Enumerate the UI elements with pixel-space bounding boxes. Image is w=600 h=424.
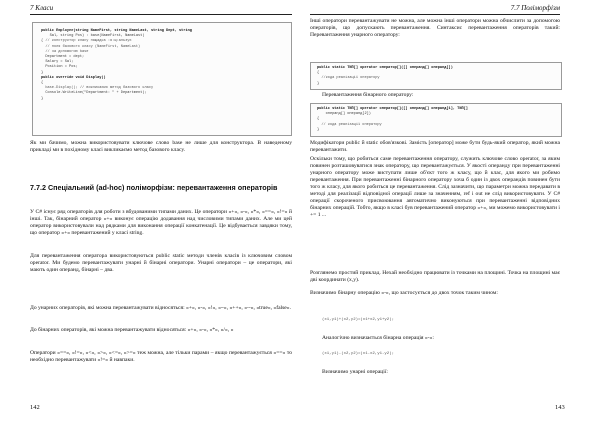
code-comment: //кода реалізації оператору bbox=[317, 76, 380, 81]
code-line: } bbox=[317, 127, 320, 132]
left-paragraph-5: Оператори «==», «!=», «<», «>», «<=», «>=» теж можна, але тільки парами – якщо перевантажується «==» то необхідно перевантажувати «!=» й навпаки. bbox=[30, 350, 292, 363]
code-lines bbox=[311, 63, 561, 90]
formula-subtraction: (x1,y1)-(x2,y2)=(x1-x2,y1-y2); bbox=[322, 352, 395, 356]
right-paragraph-2: Перевантаження бінарного оператору: bbox=[322, 92, 414, 98]
right-code-block-1 bbox=[310, 62, 562, 90]
code-line: public Employee(string NameFirst, string NameLast, string Dept, string bbox=[41, 29, 192, 33]
code-line: Salary = Sal; bbox=[41, 60, 74, 65]
code-line: { bbox=[317, 117, 320, 122]
code-line: Department = dept; bbox=[41, 55, 85, 60]
code-line: Console.WriteLine("Department: " + Department); bbox=[41, 91, 147, 96]
left-paragraph-1: У C# існує ряд операторів для роботи з вбудованими типами даних. Це оператори «+», «-», «*», «==», «!=» й інші. Так, бінарний оператор «+» виконує операцію додавання над числовими типами даних. Але ми цей оператор використовували над рядками для виконання операції конкатенації. Це відбувається завдяки тому, що оператор «+» перевантажений у класі string. bbox=[30, 209, 292, 236]
left-page-number: 142 bbox=[30, 404, 40, 411]
right-paragraph-6: Визначимо бінарну операцію «-», що застосується до двох точок таким чином: bbox=[310, 290, 498, 296]
right-paragraph-7: Аналогічно визначається бінарна операція «-»: bbox=[322, 335, 434, 341]
section-heading: 7.7.2 Спеціальний (ad-hoc) поліморфізм: перевантаження операторів bbox=[30, 183, 278, 192]
code-line: public static ТИП[] operator оператор[]([] операнд[] операнд[]) bbox=[317, 66, 453, 70]
code-line: { bbox=[41, 81, 44, 86]
left-page-header: 7 Класи bbox=[30, 4, 54, 12]
left-code-block bbox=[32, 22, 292, 136]
code-line: public static ТИП[] operator оператор[]([] операнд[] операнд[1], ТИП[] bbox=[317, 107, 468, 111]
code-line: { bbox=[317, 71, 320, 76]
left-paragraph-3: До унарних операторів, які можна перевантажувати відносяться: «+», «-», «!», «~», «++», «--», «true», «false». bbox=[30, 305, 291, 311]
code-comment: // за допомогою base bbox=[41, 49, 89, 54]
left-paragraph-4: До бінарних операторів, які можна перевантажувати відносяться: «+», «-», «*», «/», « bbox=[30, 327, 234, 333]
code-line: } bbox=[41, 96, 44, 101]
code-line: операнд[] операнд[2]) bbox=[317, 112, 371, 117]
code-line: public override void Display() bbox=[41, 75, 106, 80]
right-paragraph-1: Інші оператори перевантажувати не можна, але можна інші оператори можна обчислити за допомогою операторів, що допускають перевантаження. Синтаксис перевантаження операторів такий: Перевантаження унарного оператору: bbox=[310, 18, 560, 38]
right-paragraph-4: Оскільки тому, що робиться саме перевантаження оператору, служить ключове слово operator, за яким повинен розташовуватися знак оператору, що перевантажується. У якості операнду при перевантаженні унарного оператору може виступати лише об'єкт того ж класу, що й клас, для якого ми робимо перевантаження. При перевантаженні бінарного оператору хоча б один із двох операндів повинен бути того ж класу, для якого робиться це перевантаження. Слід зазначити, що параметри можна передавати в методі для реалізації відповідної операції лише за значенням, ref і out не слід використовувати. У C# операції скороченого присвоювання автоматично виконуються при перевантаженні відповідних бінарних операцій. Тобто, якщо в класі був перевантажений оператор «+», ми можемо використовувати i += 1 ... bbox=[310, 156, 560, 218]
code-comment: { // конструктор класу нащадка :я:щ:альзує bbox=[41, 39, 132, 44]
code-comment: // кода реалізації оператору bbox=[317, 122, 382, 127]
left-header-rule bbox=[30, 14, 292, 15]
code-line: Position = Pos; bbox=[41, 65, 78, 70]
right-page-header: 7.7 Поліморфізм bbox=[510, 4, 560, 12]
code-line: } bbox=[41, 70, 44, 75]
right-paragraph-8: Визначимо унарні операції: bbox=[322, 369, 388, 375]
right-code-block-2 bbox=[310, 103, 562, 137]
right-page-number: 143 bbox=[555, 404, 565, 411]
code-lines bbox=[311, 104, 561, 136]
code-comment: // поля базового класу (NameFirst, NameLast) bbox=[41, 44, 141, 49]
code-comment: base.Display(); // викликаємо метод базового класу bbox=[41, 86, 154, 91]
right-paragraph-3: Модифікатори public й static обов'язкові. Замість [оператор] може бути будь-який оператор, який можна перевантажити. bbox=[310, 140, 560, 153]
left-intro-paragraph: Як ми бачимо, можна використовувати ключове слово base не лише для конструктора. В наведеному прикладі ми в похідному класі викликаємо метод базового класу. bbox=[30, 140, 292, 153]
code-lines bbox=[33, 23, 291, 108]
code-line: Sal, string Pos) : base(NameFirst, NameLast) bbox=[41, 34, 145, 39]
code-line: } bbox=[317, 81, 320, 86]
left-paragraph-2: Для перевантаження оператора використовуються public static методи членів класів із ключовим словом operator. Ми будемо перевантажувати унарні й бінарні оператори. Унарні оператори – це оператори, які мають один операнд, бінарні – два. bbox=[30, 253, 292, 273]
formula-addition: (x1,y1)+(x2,y2)=(x1+x2,y1+y2); bbox=[322, 318, 395, 322]
right-paragraph-5: Розглянемо простий приклад. Нехай необхідно працювати із точками на площині. Точка на площині має дві координати (x,y). bbox=[310, 270, 560, 283]
right-page bbox=[300, 0, 600, 424]
right-header-rule bbox=[310, 14, 560, 15]
